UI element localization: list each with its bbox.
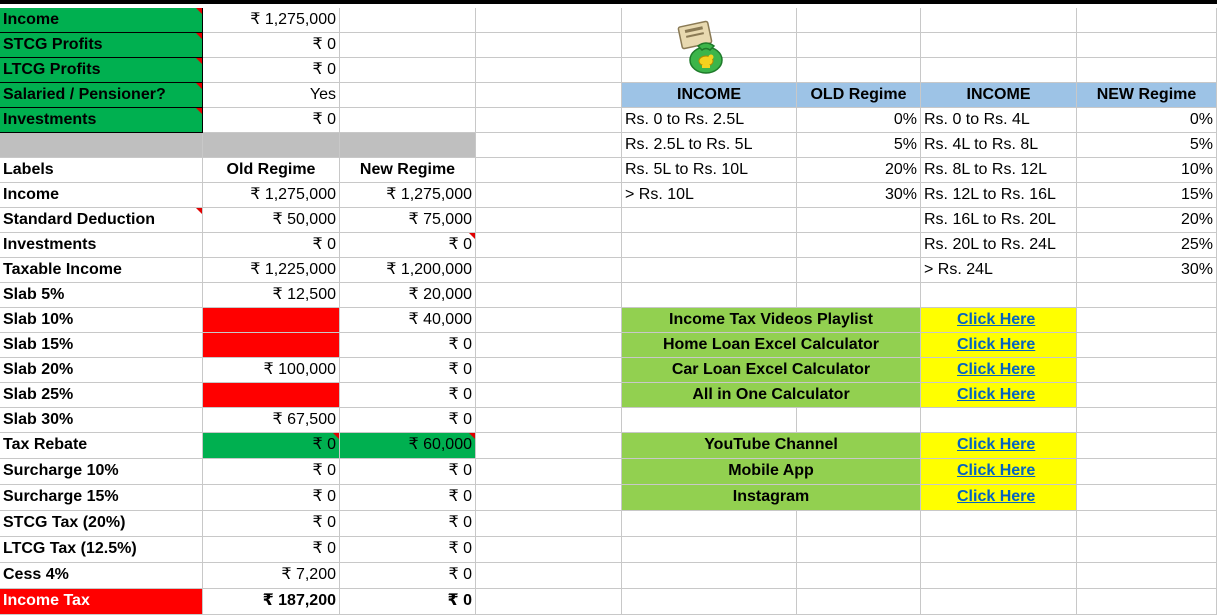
grid-cell[interactable] [1077, 408, 1217, 433]
grid-cell[interactable] [476, 58, 622, 83]
calc-new-value[interactable]: ₹ 0 [340, 459, 476, 485]
calc-old-value[interactable]: ₹ 1,225,000 [203, 258, 340, 283]
calc-header-old[interactable]: Old Regime [203, 158, 340, 183]
new-slab-range[interactable]: Rs. 20L to Rs. 24L [921, 233, 1077, 258]
grid-cell[interactable] [340, 83, 476, 108]
calc-new-value[interactable]: ₹ 0 [340, 233, 476, 258]
calc-label[interactable]: Slab 5% [0, 283, 203, 308]
calc-new-value[interactable]: ₹ 0 [340, 333, 476, 358]
calc-label[interactable]: Slab 25% [0, 383, 203, 408]
grid-cell[interactable] [797, 58, 921, 83]
calc-label[interactable]: Slab 30% [0, 408, 203, 433]
calc-header-labels[interactable]: Labels [0, 158, 203, 183]
grid-cell[interactable] [797, 511, 921, 537]
input-value[interactable]: ₹ 0 [203, 108, 340, 133]
new-slab-rate[interactable]: 0% [1077, 108, 1217, 133]
input-value[interactable]: ₹ 1,275,000 [203, 8, 340, 33]
input-label[interactable]: Income [0, 8, 203, 33]
new-slab-rate[interactable]: 30% [1077, 258, 1217, 283]
grid-cell[interactable] [797, 563, 921, 589]
grid-cell[interactable] [476, 208, 622, 233]
grid-cell[interactable] [921, 537, 1077, 563]
grid-cell[interactable] [797, 33, 921, 58]
calc-new-value[interactable]: ₹ 0 [340, 358, 476, 383]
grid-cell[interactable] [476, 589, 622, 615]
grid-cell[interactable] [476, 233, 622, 258]
grid-cell[interactable] [1077, 33, 1217, 58]
new-slab-rate[interactable]: 20% [1077, 208, 1217, 233]
grid-cell[interactable] [476, 308, 622, 333]
calc-new-value[interactable]: ₹ 0 [340, 383, 476, 408]
click-here-link[interactable] [921, 308, 1077, 333]
old-slab-rate[interactable]: 30% [797, 183, 921, 208]
money-bag-icon [676, 20, 728, 76]
new-slab-range[interactable]: Rs. 16L to Rs. 20L [921, 208, 1077, 233]
click-here-link[interactable] [921, 383, 1077, 408]
grid-cell[interactable] [797, 208, 921, 233]
grid-cell[interactable] [476, 33, 622, 58]
spacer-cell[interactable] [203, 133, 340, 158]
new-slab-range[interactable]: Rs. 0 to Rs. 4L [921, 108, 1077, 133]
grid-cell[interactable] [1077, 563, 1217, 589]
new-slab-range[interactable]: > Rs. 24L [921, 258, 1077, 283]
new-slab-rate[interactable]: 15% [1077, 183, 1217, 208]
slab-header-income-old[interactable]: INCOME [622, 83, 797, 108]
calc-new-value[interactable]: ₹ 60,000 [340, 433, 476, 459]
calc-old-value[interactable]: ₹ 0 [203, 233, 340, 258]
calc-new-value[interactable]: ₹ 0 [340, 589, 476, 615]
grid-cell[interactable] [1077, 283, 1217, 308]
grid-cell[interactable] [476, 511, 622, 537]
grid-cell[interactable] [622, 537, 797, 563]
calc-label[interactable]: Surcharge 15% [0, 485, 203, 511]
old-slab-range[interactable]: Rs. 0 to Rs. 2.5L [622, 108, 797, 133]
grid-cell[interactable] [797, 408, 921, 433]
grid-cell[interactable] [476, 433, 622, 459]
grid-cell[interactable] [797, 537, 921, 563]
calc-header-new[interactable]: New Regime [340, 158, 476, 183]
click-here-link-text[interactable]: Click Here [957, 336, 1036, 353]
grid-cell[interactable] [1077, 358, 1217, 383]
grid-cell[interactable] [476, 383, 622, 408]
spacer-cell[interactable] [0, 133, 203, 158]
grid-cell[interactable] [622, 283, 797, 308]
grid-cell[interactable] [921, 33, 1077, 58]
grid-cell[interactable] [340, 8, 476, 33]
click-here-link[interactable] [921, 358, 1077, 383]
grid-cell[interactable] [1077, 433, 1217, 459]
calc-old-value[interactable]: ₹ 0 [203, 433, 340, 459]
grid-cell[interactable] [476, 183, 622, 208]
grid-cell[interactable] [1077, 459, 1217, 485]
resource-name[interactable]: All in One Calculator [622, 383, 921, 408]
calc-label[interactable]: Income [0, 183, 203, 208]
grid-cell[interactable] [622, 208, 797, 233]
calc-old-value[interactable]: ₹ 12,500 [203, 283, 340, 308]
grid-cell[interactable] [476, 537, 622, 563]
grid-cell[interactable] [921, 58, 1077, 83]
input-label[interactable]: STCG Profits [0, 33, 203, 58]
grid-cell[interactable] [476, 283, 622, 308]
grid-cell[interactable] [797, 589, 921, 615]
old-slab-range[interactable]: > Rs. 10L [622, 183, 797, 208]
grid-cell[interactable] [340, 33, 476, 58]
calc-new-value[interactable]: ₹ 40,000 [340, 308, 476, 333]
slab-header-income-new[interactable]: INCOME [921, 83, 1077, 108]
grid-cell[interactable] [476, 83, 622, 108]
grid-cell[interactable] [340, 58, 476, 83]
calc-old-value[interactable]: ₹ 1,275,000 [203, 183, 340, 208]
new-slab-range[interactable]: Rs. 8L to Rs. 12L [921, 158, 1077, 183]
grid-cell[interactable] [476, 133, 622, 158]
grid-cell[interactable] [797, 8, 921, 33]
calc-label[interactable]: Slab 15% [0, 333, 203, 358]
grid-cell[interactable] [476, 408, 622, 433]
click-here-link[interactable] [921, 333, 1077, 358]
input-value[interactable]: ₹ 0 [203, 58, 340, 83]
calc-old-value[interactable] [203, 383, 340, 408]
click-here-link-text[interactable]: Click Here [957, 386, 1036, 403]
calc-old-value[interactable]: ₹ 50,000 [203, 208, 340, 233]
calc-new-value[interactable]: ₹ 75,000 [340, 208, 476, 233]
grid-cell[interactable] [622, 563, 797, 589]
old-slab-range[interactable]: Rs. 5L to Rs. 10L [622, 158, 797, 183]
grid-cell[interactable] [921, 8, 1077, 33]
click-here-link-text[interactable]: Click Here [957, 361, 1036, 378]
calc-label[interactable]: Income Tax [0, 589, 203, 615]
grid-cell[interactable] [921, 511, 1077, 537]
calc-label[interactable]: Slab 10% [0, 308, 203, 333]
grid-cell[interactable] [921, 283, 1077, 308]
calc-label[interactable]: Surcharge 10% [0, 459, 203, 485]
grid-cell[interactable] [622, 408, 797, 433]
new-slab-rate[interactable]: 10% [1077, 158, 1217, 183]
calc-old-value[interactable]: ₹ 0 [203, 511, 340, 537]
calc-old-value[interactable]: ₹ 67,500 [203, 408, 340, 433]
grid-cell[interactable] [1077, 511, 1217, 537]
click-here-link[interactable] [921, 485, 1077, 511]
resource-name[interactable]: YouTube Channel [622, 433, 921, 459]
calc-old-value[interactable]: ₹ 7,200 [203, 563, 340, 589]
grid-cell[interactable] [476, 333, 622, 358]
calc-new-value[interactable]: ₹ 0 [340, 485, 476, 511]
calc-old-value[interactable]: ₹ 0 [203, 485, 340, 511]
grid-cell[interactable] [622, 233, 797, 258]
spacer-cell[interactable] [340, 133, 476, 158]
grid-cell[interactable] [921, 563, 1077, 589]
slab-header-old[interactable]: OLD Regime [797, 83, 921, 108]
click-here-link-text[interactable]: Click Here [957, 462, 1036, 479]
calc-label[interactable]: Slab 20% [0, 358, 203, 383]
calc-old-value[interactable] [203, 333, 340, 358]
calc-old-value[interactable]: ₹ 0 [203, 459, 340, 485]
calc-new-value[interactable]: ₹ 0 [340, 537, 476, 563]
calc-label[interactable]: Tax Rebate [0, 433, 203, 459]
grid-cell[interactable] [1077, 537, 1217, 563]
input-value[interactable]: ₹ 0 [203, 33, 340, 58]
grid-cell[interactable] [1077, 8, 1217, 33]
grid-cell[interactable] [1077, 485, 1217, 511]
calc-new-value[interactable]: ₹ 1,275,000 [340, 183, 476, 208]
grid-cell[interactable] [476, 8, 622, 33]
calc-label[interactable]: Investments [0, 233, 203, 258]
grid-cell[interactable] [921, 589, 1077, 615]
grid-cell[interactable] [340, 108, 476, 133]
grid-cell[interactable] [622, 511, 797, 537]
grid-cell[interactable] [476, 485, 622, 511]
grid-cell[interactable] [797, 283, 921, 308]
grid-cell[interactable] [476, 108, 622, 133]
click-here-link-text[interactable]: Click Here [957, 488, 1036, 505]
resource-name[interactable]: Mobile App [622, 459, 921, 485]
grid-cell[interactable] [622, 589, 797, 615]
grid-cell[interactable] [1077, 58, 1217, 83]
calc-old-value[interactable]: ₹ 0 [203, 537, 340, 563]
input-value[interactable]: Yes [203, 83, 340, 108]
old-slab-range[interactable]: Rs. 2.5L to Rs. 5L [622, 133, 797, 158]
grid-cell[interactable] [476, 563, 622, 589]
grid-cell[interactable] [797, 258, 921, 283]
grid-cell[interactable] [1077, 308, 1217, 333]
click-here-link-text[interactable]: Click Here [957, 311, 1036, 328]
calc-old-value[interactable]: ₹ 187,200 [203, 589, 340, 615]
calc-old-value[interactable]: ₹ 100,000 [203, 358, 340, 383]
grid-cell[interactable] [476, 158, 622, 183]
old-slab-rate[interactable]: 20% [797, 158, 921, 183]
calc-new-value[interactable]: ₹ 0 [340, 563, 476, 589]
grid-cell[interactable] [622, 258, 797, 283]
old-slab-rate[interactable]: 5% [797, 133, 921, 158]
calc-old-value[interactable] [203, 308, 340, 333]
calc-label[interactable]: STCG Tax (20%) [0, 511, 203, 537]
calc-new-value[interactable]: ₹ 0 [340, 511, 476, 537]
input-label[interactable]: LTCG Profits [0, 58, 203, 83]
click-here-link-text[interactable]: Click Here [957, 436, 1036, 453]
new-slab-rate[interactable]: 5% [1077, 133, 1217, 158]
click-here-link[interactable] [921, 433, 1077, 459]
resource-name[interactable]: Home Loan Excel Calculator [622, 333, 921, 358]
calc-new-value[interactable]: ₹ 20,000 [340, 283, 476, 308]
grid-cell[interactable] [1077, 333, 1217, 358]
grid-cell[interactable] [476, 258, 622, 283]
grid-cell[interactable] [1077, 589, 1217, 615]
slab-header-new[interactable]: NEW Regime [1077, 83, 1217, 108]
grid-cell[interactable] [476, 358, 622, 383]
calc-label[interactable]: Standard Deduction [0, 208, 203, 233]
grid-cell[interactable] [797, 233, 921, 258]
old-slab-rate[interactable]: 0% [797, 108, 921, 133]
click-here-link[interactable] [921, 459, 1077, 485]
grid-cell[interactable] [476, 459, 622, 485]
new-slab-range[interactable]: Rs. 4L to Rs. 8L [921, 133, 1077, 158]
calc-label[interactable]: Taxable Income [0, 258, 203, 283]
calc-label[interactable]: Cess 4% [0, 563, 203, 589]
calc-label[interactable]: LTCG Tax (12.5%) [0, 537, 203, 563]
resource-name[interactable]: Instagram [622, 485, 921, 511]
new-slab-range[interactable]: Rs. 12L to Rs. 16L [921, 183, 1077, 208]
resource-name[interactable]: Car Loan Excel Calculator [622, 358, 921, 383]
input-label[interactable]: Salaried / Pensioner? [0, 83, 203, 108]
calc-new-value[interactable]: ₹ 1,200,000 [340, 258, 476, 283]
grid-cell[interactable] [1077, 383, 1217, 408]
resource-name[interactable]: Income Tax Videos Playlist [622, 308, 921, 333]
grid-cell[interactable] [921, 408, 1077, 433]
new-slab-rate[interactable]: 25% [1077, 233, 1217, 258]
input-label[interactable]: Investments [0, 108, 203, 133]
calc-new-value[interactable]: ₹ 0 [340, 408, 476, 433]
